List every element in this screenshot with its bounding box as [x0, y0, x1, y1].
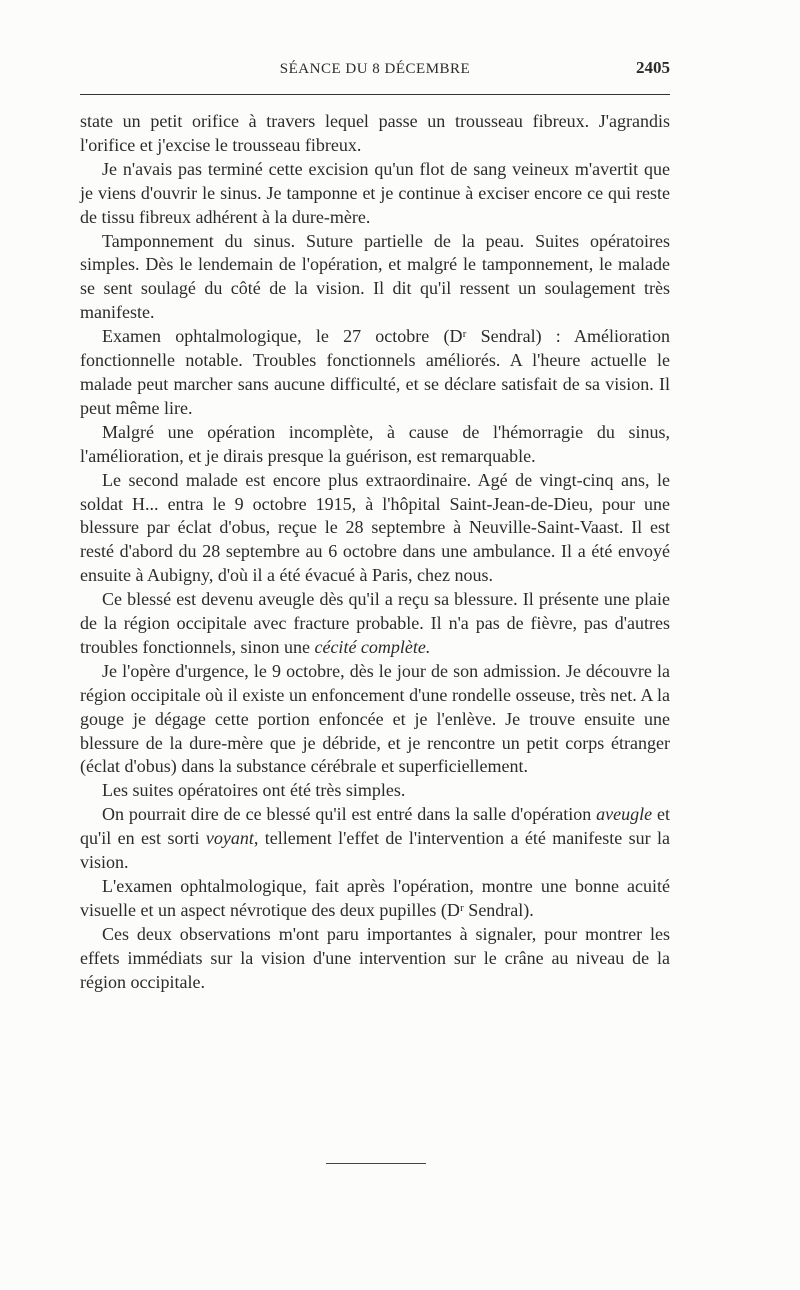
paragraph — [80, 588, 670, 660]
paragraph-text: , tellement l'effet de l'intervention a été manifeste sur la vision. — [80, 828, 670, 873]
page-number: 2405 — [636, 58, 670, 77]
paragraph: Le second malade est encore plus extraordinaire. Agé de vingt-cinq ans, le soldat H... entra le 9 octobre 1915, à l'hôpital Saint-Jean-de-Dieu, pour une blessure par éclat d'obus, reçue le 28 septembre à Neuville-Saint-Vaast. Il est resté d'abord du 28 septembre au 6 octobre dans une ambulance. Il a été envoyé ensuite à Aubigny, d'où il a été évacué à Paris, chez nous. — [80, 469, 670, 586]
section-end-rule — [326, 1163, 426, 1164]
paragraph: Les suites opératoires ont été très simples. — [102, 780, 406, 801]
paragraph: Je n'avais pas terminé cette excision qu'un flot de sang veineux m'avertit que je viens d'ouvrir le sinus. Je tamponne et je continue à exciser encore ce qui reste de tissu fibreux adhérent à la dure-mère. — [80, 158, 670, 227]
paragraph: Examen ophtalmologique, le 27 octobre (Dʳ Sendral) : Amélioration fonctionnelle notable. Troubles fonctionnels améliorés. A l'heure actuelle le malade peut marcher sans aucune difficulté, et se déclare satisfait de sa vision. Il peut même lire. — [80, 326, 670, 418]
italic-text: aveugle — [596, 804, 653, 825]
paragraph: Je l'opère d'urgence, le 9 octobre, dès le jour de son admission. Je découvre la région occipitale où il existe un enfoncement d'une rondelle osseuse, très net. A la gouge je dégage cette portion enfoncée et je l'enlève. Je trouve ensuite une blessure de la dure-mère que je débride, et je rencontre un petit corps étranger (éclat d'obus) dans la substance cérébrale et superficiellement. — [80, 660, 670, 777]
paragraph — [80, 803, 670, 875]
paragraph: Malgré une opération incomplète, à cause de l'hémorragie du sinus, l'amélioration, et je dirais presque la guérison, est remarquable. — [80, 421, 670, 466]
paragraph: state un petit orifice à travers lequel passe un trousseau fibreux. J'agrandis l'orifice et j'excise le trousseau fibreux. — [80, 111, 670, 155]
paragraph: L'examen ophtalmologique, fait après l'opération, montre une bonne acuité visuelle et un aspect névrotique des deux pupilles (Dʳ Sendral). — [80, 876, 670, 920]
paragraph-text: Ce blessé est devenu aveugle dès qu'il a reçu sa blessure. Il présente une plaie de la région occipitale avec fracture probable. Il n'a pas de fièvre, pas d'autres troubles fonctionnels, sinon une — [80, 589, 670, 657]
paragraph: Tamponnement du sinus. Suture partielle de la peau. Suites opératoires simples. Dès le lendemain de l'opération, et malgré le tamponnement, le malade se sent soulagé du côté de la vision. Il dit qu'il ressent un soulagement très manifeste. — [80, 230, 670, 323]
paragraph: Ces deux observations m'ont paru importantes à signaler, pour montrer les effets immédiats sur la vision d'une intervention sur le crâne au niveau de la région occipitale. — [80, 923, 670, 992]
paragraph-text: et qu'il en est sorti — [80, 804, 671, 849]
body-text — [80, 110, 670, 995]
paragraph-text: On pourrait dire de ce blessé qu'il est entré dans la salle d'opération — [102, 804, 592, 825]
italic-text: cécité complète. — [314, 636, 431, 657]
header-rule — [80, 94, 670, 95]
header-title: SÉANCE DU 8 DÉCEMBRE — [279, 61, 471, 77]
running-header — [80, 58, 670, 86]
italic-text: voyant — [205, 828, 254, 849]
